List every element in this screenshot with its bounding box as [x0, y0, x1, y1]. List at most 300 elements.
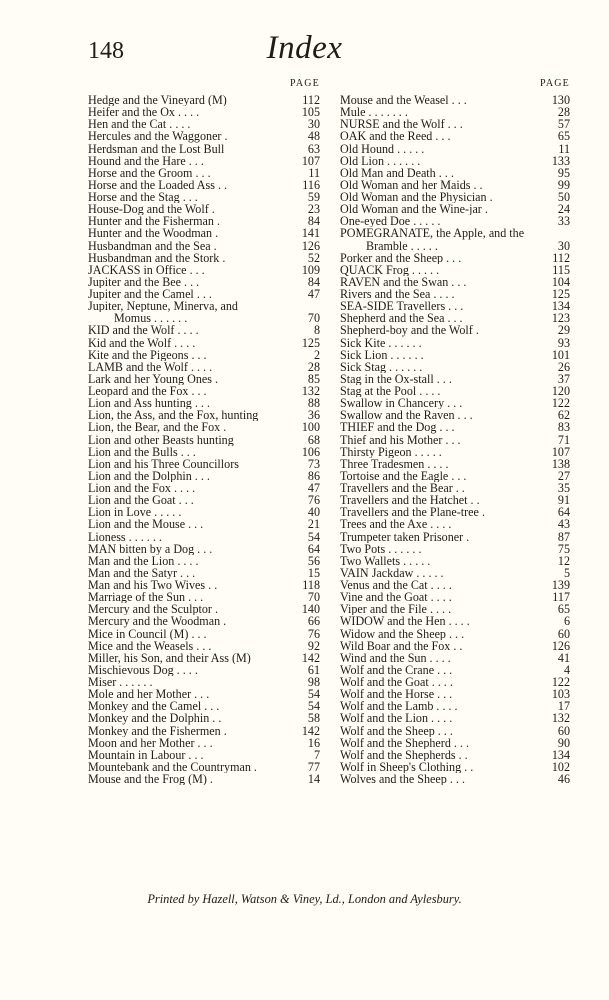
index-entry — [88, 615, 320, 627]
entry-title: Leopard and the Fox . . . — [88, 385, 207, 398]
page-column-heading: PAGE — [540, 78, 570, 89]
index-entry — [88, 712, 320, 724]
entry-page-number: 52 — [307, 250, 320, 265]
entry-title: Lion and other Beasts hunting — [88, 433, 234, 446]
index-entry — [340, 385, 570, 397]
entry-title: Tortoise and the Eagle . . . — [340, 469, 467, 482]
entry-page-number: 64 — [557, 505, 570, 520]
entry-title: Venus and the Cat . . . . — [340, 579, 452, 592]
entry-page-number: 6 — [563, 614, 570, 629]
index-entry — [340, 203, 570, 215]
entry-title: Hen and the Cat . . . . — [88, 118, 191, 131]
entry-page-number: 48 — [307, 129, 320, 144]
index-entry — [340, 240, 570, 252]
index-entry — [340, 434, 570, 446]
entry-title: Sick Kite . . . . . . — [340, 336, 422, 349]
entry-page-number: 63 — [307, 141, 320, 156]
entry-title: Momus . . . . . . — [114, 312, 188, 325]
entry-page-number: 33 — [557, 214, 570, 229]
entry-title: Marriage of the Sun . . . — [88, 591, 204, 604]
entry-title: VAIN Jackdaw . . . . . — [340, 566, 444, 579]
index-entry — [88, 628, 320, 640]
entry-page-number: 84 — [307, 274, 320, 289]
entry-page-number: 95 — [557, 165, 570, 180]
index-entry — [88, 421, 320, 433]
entry-page-number: 92 — [307, 638, 320, 653]
entry-title: Heifer and the Ox . . . . — [88, 106, 200, 119]
index-entry — [88, 385, 320, 397]
entry-page-number: 87 — [557, 529, 570, 544]
entry-title: Wolf and the Shepherd . . . — [340, 736, 470, 749]
index-entry — [340, 579, 570, 591]
index-entry — [340, 676, 570, 688]
index-entry — [88, 579, 320, 591]
entry-title: Lion and the Fox . . . . — [88, 482, 196, 495]
index-entry — [340, 652, 570, 664]
entry-title: KID and the Wolf . . . . — [88, 324, 199, 337]
index-entry — [340, 397, 570, 409]
entry-page-number: 70 — [307, 590, 320, 605]
index-entry-list — [88, 94, 320, 785]
entry-page-number: 50 — [557, 190, 570, 204]
index-entry — [88, 688, 320, 700]
entry-title: One-eyed Doe . . . . . — [340, 215, 441, 228]
entry-title: Old Woman and the Physician . — [340, 191, 493, 204]
index-entry — [88, 215, 320, 227]
entry-title: Lark and her Young Ones . — [88, 372, 218, 385]
index-entry — [340, 725, 570, 737]
entry-title: Wolves and the Sheep . . . — [340, 773, 465, 786]
index-entry — [340, 421, 570, 433]
entry-page-number: 36 — [307, 408, 320, 423]
index-entry — [88, 543, 320, 555]
entry-page-number: 60 — [557, 626, 570, 641]
entry-title: Lion and the Mouse . . . — [88, 518, 204, 531]
entry-page-number: 91 — [557, 493, 570, 508]
entry-title: Husbandman and the Stork . — [88, 251, 226, 264]
entry-page-number: 54 — [307, 687, 320, 702]
entry-page-number: 107 — [301, 153, 320, 168]
entry-title: MAN bitten by a Dog . . . — [88, 542, 213, 555]
entry-title: Man and his Two Wives . . — [88, 579, 218, 592]
index-entry — [88, 725, 320, 737]
index-entry — [88, 700, 320, 712]
index-entry — [88, 397, 320, 409]
index-entry — [340, 167, 570, 179]
entry-title: Monkey and the Dolphin . . — [88, 712, 222, 725]
index-entry — [340, 227, 570, 239]
entry-page-number: 2 — [313, 347, 320, 362]
entry-page-number: 109 — [301, 262, 320, 277]
index-entry — [88, 324, 320, 336]
index-entry — [88, 312, 320, 324]
entry-title: Jupiter and the Camel . . . — [88, 288, 212, 301]
index-entry — [88, 506, 320, 518]
entry-page-number: 76 — [307, 493, 320, 508]
entry-page-number: 23 — [307, 202, 320, 217]
index-entry — [88, 567, 320, 579]
index-entry — [88, 664, 320, 676]
entry-title: Two Pots . . . . . . — [340, 542, 422, 555]
entry-page-number: 141 — [301, 226, 320, 241]
entry-page-number: 83 — [557, 420, 570, 435]
entry-page-number: 133 — [551, 153, 570, 168]
entry-page-number: 12 — [557, 553, 570, 568]
entry-title: Horse and the Groom . . . — [88, 166, 211, 179]
index-entry — [88, 531, 320, 543]
entry-title: RAVEN and the Swan . . . — [340, 275, 467, 288]
index-entry — [88, 276, 320, 288]
index-entry — [88, 361, 320, 373]
entry-page-number: 11 — [558, 141, 570, 156]
index-entry — [88, 252, 320, 264]
entry-title: Old Man and Death . . . — [340, 166, 454, 179]
entry-title: Hunter and the Woodman . — [88, 227, 219, 240]
entry-page-number: 35 — [557, 481, 570, 495]
entry-page-number: 130 — [551, 93, 570, 107]
entry-title: Shepherd and the Sea . . . — [340, 312, 463, 325]
index-entry — [340, 531, 570, 543]
index-entry — [88, 676, 320, 688]
index-entry — [88, 337, 320, 349]
index-entry — [340, 567, 570, 579]
entry-page-number: 47 — [307, 481, 320, 495]
entry-page-number: 126 — [301, 238, 320, 253]
entry-title: LAMB and the Wolf . . . . — [88, 360, 213, 373]
entry-title: Old Woman and her Maids . . — [340, 178, 483, 191]
entry-title: Swallow and the Raven . . . — [340, 409, 473, 422]
index-entry — [340, 555, 570, 567]
entry-page-number: 54 — [307, 529, 320, 544]
entry-title: Lion and the Dolphin . . . — [88, 469, 210, 482]
entry-title: THIEF and the Dog . . . — [340, 421, 455, 434]
index-entry — [340, 615, 570, 627]
page-title: Index — [266, 30, 343, 66]
entry-page-number: 104 — [551, 274, 570, 289]
entry-page-number: 57 — [557, 117, 570, 132]
index-entry — [88, 409, 320, 421]
entry-title: Jupiter, Neptune, Minerva, and — [88, 300, 238, 313]
entry-page-number: 117 — [552, 590, 570, 605]
entry-page-number: 102 — [551, 759, 570, 774]
entry-page-number: 101 — [551, 347, 570, 362]
entry-page-number: 85 — [307, 371, 320, 386]
entry-page-number: 98 — [307, 675, 320, 689]
entry-title: Sick Lion . . . . . . — [340, 348, 424, 361]
entry-title: WIDOW and the Hen . . . . — [340, 615, 470, 628]
entry-title: Lion, the Ass, and the Fox, hunting — [88, 409, 259, 422]
entry-page-number: 11 — [308, 165, 320, 180]
entry-title: Bramble . . . . . — [366, 239, 438, 252]
index-entry — [340, 300, 570, 312]
entry-title: Wind and the Sun . . . . — [340, 651, 451, 664]
entry-title: Widow and the Sheep . . . — [340, 627, 465, 640]
entry-title: Travellers and the Plane-tree . — [340, 506, 485, 519]
index-entry — [340, 773, 570, 785]
entry-title: Hercules and the Waggoner . — [88, 130, 228, 143]
entry-page-number: 56 — [307, 553, 320, 568]
entry-title: Hunter and the Fisherman . — [88, 215, 220, 228]
entry-title: Lion and Ass hunting . . . — [88, 397, 210, 410]
index-entry — [340, 640, 570, 652]
index-entry — [340, 143, 570, 155]
index-entry — [88, 749, 320, 761]
entry-title: Vine and the Goat . . . . — [340, 591, 452, 604]
entry-page-number: 65 — [557, 602, 570, 617]
index-entry — [340, 446, 570, 458]
index-entry — [88, 94, 320, 106]
entry-page-number: 93 — [557, 335, 570, 350]
entry-title: Mouse and the Frog (M) . — [88, 773, 213, 786]
entry-page-number: 30 — [307, 117, 320, 132]
entry-page-number: 107 — [551, 444, 570, 459]
entry-title: JACKASS in Office . . . — [88, 263, 205, 276]
entry-page-number: 142 — [301, 650, 320, 665]
entry-title: Thief and his Mother . . . — [340, 433, 461, 446]
entry-page-number: 116 — [302, 177, 320, 192]
entry-page-number: 100 — [301, 420, 320, 435]
entry-page-number: 115 — [552, 262, 570, 277]
entry-page-number: 126 — [551, 638, 570, 653]
entry-title: Kite and the Pigeons . . . — [88, 348, 207, 361]
index-entry — [340, 494, 570, 506]
index-entry — [340, 628, 570, 640]
entry-title: QUACK Frog . . . . . — [340, 263, 440, 276]
entry-page-number: 105 — [301, 105, 320, 120]
index-entry — [88, 555, 320, 567]
entry-title: Mountain in Labour . . . — [88, 748, 204, 761]
entry-page-number: 47 — [307, 287, 320, 301]
entry-title: NURSE and the Wolf . . . — [340, 118, 463, 131]
entry-title: Jupiter and the Bee . . . — [88, 275, 200, 288]
index-entry — [88, 737, 320, 749]
entry-page-number: 41 — [557, 650, 570, 665]
index-entry — [340, 506, 570, 518]
index-entry — [88, 155, 320, 167]
entry-page-number: 122 — [551, 396, 570, 411]
index-entry — [88, 470, 320, 482]
index-entry — [340, 337, 570, 349]
index-entry — [340, 276, 570, 288]
index-entry — [88, 494, 320, 506]
index-entry — [88, 288, 320, 300]
entry-page-number: 139 — [551, 578, 570, 592]
index-entry — [88, 118, 320, 130]
entry-title: Kid and the Wolf . . . . — [88, 336, 196, 349]
index-entry — [340, 215, 570, 227]
entry-page-number: 64 — [307, 541, 320, 556]
entry-title: Mercury and the Sculptor . — [88, 603, 218, 616]
entry-page-number: 8 — [313, 323, 320, 338]
entry-title: Man and the Satyr . . . — [88, 566, 196, 579]
entry-page-number: 123 — [551, 311, 570, 326]
index-entry — [340, 312, 570, 324]
entry-page-number: 28 — [307, 359, 320, 374]
entry-title: Moon and her Mother . . . — [88, 736, 213, 749]
entry-page-number: 46 — [557, 772, 570, 786]
entry-title: Stag at the Pool . . . . — [340, 385, 441, 398]
entry-title: Lion in Love . . . . . — [88, 506, 182, 519]
entry-page-number: 61 — [307, 662, 320, 677]
entry-title: Mule . . . . . . . — [340, 106, 408, 119]
entry-page-number: 138 — [551, 456, 570, 471]
entry-page-number: 43 — [557, 517, 570, 532]
entry-title: Horse and the Loaded Ass . . — [88, 178, 228, 191]
entry-page-number: 40 — [307, 505, 320, 520]
index-entry — [340, 458, 570, 470]
entry-page-number: 125 — [301, 335, 320, 350]
entry-page-number: 65 — [557, 129, 570, 144]
index-entry — [340, 191, 570, 203]
entry-page-number: 140 — [301, 602, 320, 617]
entry-page-number: 66 — [307, 614, 320, 629]
entry-page-number: 17 — [557, 699, 570, 714]
index-entry — [340, 543, 570, 555]
entry-title: Wolf and the Goat . . . . — [340, 676, 453, 689]
entry-page-number: 59 — [307, 190, 320, 204]
index-entry — [340, 482, 570, 494]
entry-title: Old Hound . . . . . — [340, 142, 425, 155]
entry-page-number: 15 — [307, 565, 320, 580]
index-entry — [88, 446, 320, 458]
index-entry — [88, 652, 320, 664]
entry-title: Mercury and the Woodman . — [88, 615, 227, 628]
entry-title: Wolf and the Shepherds . . — [340, 748, 468, 761]
index-entry — [340, 106, 570, 118]
index-entry — [88, 106, 320, 118]
entry-title: Wild Boar and the Fox . . — [340, 639, 463, 652]
entry-page-number: 106 — [301, 444, 320, 459]
index-entry — [340, 603, 570, 615]
entry-page-number: 76 — [307, 626, 320, 641]
entry-page-number: 54 — [307, 699, 320, 714]
index-entry — [88, 264, 320, 276]
index-entry — [340, 688, 570, 700]
entry-title: House-Dog and the Wolf . — [88, 203, 215, 216]
entry-title: Sick Stag . . . . . . — [340, 360, 423, 373]
entry-page-number: 88 — [307, 396, 320, 411]
entry-page-number: 37 — [557, 371, 570, 386]
entry-title: Hound and the Hare . . . — [88, 154, 204, 167]
entry-page-number: 75 — [557, 541, 570, 556]
entry-title: Mountebank and the Countryman . — [88, 760, 257, 773]
index-entry-list — [340, 94, 570, 785]
entry-page-number: 68 — [307, 432, 320, 447]
index-entry — [340, 179, 570, 191]
index-entry — [88, 518, 320, 530]
entry-title: Shepherd-boy and the Wolf . — [340, 324, 479, 337]
entry-page-number: 142 — [301, 723, 320, 738]
entry-page-number: 24 — [557, 202, 570, 217]
entry-title: Trumpeter taken Prisoner . — [340, 530, 470, 543]
entry-title: Three Tradesmen . . . . — [340, 457, 449, 470]
index-entry — [88, 434, 320, 446]
entry-title: Viper and the File . . . . — [340, 603, 452, 616]
index-entry — [340, 700, 570, 712]
entry-title: Porker and the Sheep . . . — [340, 251, 462, 264]
index-entry — [88, 240, 320, 252]
index-entry — [340, 118, 570, 130]
entry-page-number: 132 — [301, 384, 320, 398]
entry-title: Wolf and the Lion . . . . — [340, 712, 453, 725]
entry-title: Old Woman and the Wine-jar . — [340, 203, 488, 216]
index-entry — [340, 155, 570, 167]
entry-page-number: 112 — [302, 93, 320, 107]
entry-page-number: 112 — [552, 250, 570, 265]
entry-title: Swallow in Chancery . . . — [340, 397, 463, 410]
index-entry — [340, 737, 570, 749]
entry-page-number: 86 — [307, 468, 320, 483]
index-entry — [88, 373, 320, 385]
index-entry — [340, 409, 570, 421]
entry-page-number: 29 — [557, 323, 570, 338]
entry-title: Monkey and the Camel . . . — [88, 700, 220, 713]
entry-title: Lion and the Bulls . . . — [88, 445, 196, 458]
entry-title: Lion, the Bear, and the Fox . — [88, 421, 227, 434]
entry-page-number: 70 — [307, 311, 320, 326]
index-entry — [340, 349, 570, 361]
entry-title: Wolf in Sheep's Clothing . . — [340, 760, 474, 773]
index-entry — [88, 640, 320, 652]
page-number: 148 — [88, 38, 124, 64]
index-entry — [88, 130, 320, 142]
entry-page-number: 99 — [557, 177, 570, 192]
entry-title: Mice in Council (M) . . . — [88, 627, 207, 640]
index-entry — [340, 664, 570, 676]
entry-title: Hedge and the Vineyard (M) — [88, 94, 227, 107]
entry-title: Mole and her Mother . . . — [88, 688, 210, 701]
entry-page-number: 27 — [557, 468, 570, 483]
page-column-heading: PAGE — [290, 78, 320, 89]
entry-page-number: 134 — [551, 747, 570, 762]
entry-page-number: 30 — [557, 238, 570, 253]
index-entry — [340, 252, 570, 264]
entry-title: Wolf and the Crane . . . — [340, 663, 453, 676]
entry-page-number: 4 — [563, 662, 570, 677]
index-entry — [340, 591, 570, 603]
entry-page-number: 28 — [557, 105, 570, 120]
entry-page-number: 14 — [307, 772, 320, 786]
entry-page-number: 134 — [551, 299, 570, 314]
entry-page-number: 5 — [563, 565, 570, 580]
entry-title: Travellers and the Hatchet . . — [340, 494, 480, 507]
entry-page-number: 21 — [307, 517, 320, 532]
index-entry — [88, 179, 320, 191]
entry-page-number: 77 — [307, 759, 320, 774]
entry-page-number: 122 — [551, 675, 570, 689]
index-entry — [88, 203, 320, 215]
entry-page-number: 120 — [551, 384, 570, 398]
entry-title: Horse and the Stag . . . — [88, 191, 198, 204]
index-entry — [88, 349, 320, 361]
entry-page-number: 118 — [302, 578, 320, 592]
index-entry — [340, 264, 570, 276]
entry-page-number: 16 — [307, 735, 320, 750]
index-entry — [88, 482, 320, 494]
index-entry — [88, 167, 320, 179]
entry-page-number: 7 — [313, 747, 320, 762]
index-entry — [88, 761, 320, 773]
entry-title: Mice and the Weasels . . . — [88, 639, 212, 652]
index-entry — [340, 94, 570, 106]
entry-title: POMEGRANATE, the Apple, and the — [340, 227, 525, 240]
index-entry — [88, 143, 320, 155]
index-entry — [88, 591, 320, 603]
index-entry — [340, 470, 570, 482]
entry-title: Miller, his Son, and their Ass (M) — [88, 651, 251, 664]
entry-title: Lioness . . . . . . — [88, 530, 162, 543]
entry-title: Wolf and the Lamb . . . . — [340, 700, 458, 713]
